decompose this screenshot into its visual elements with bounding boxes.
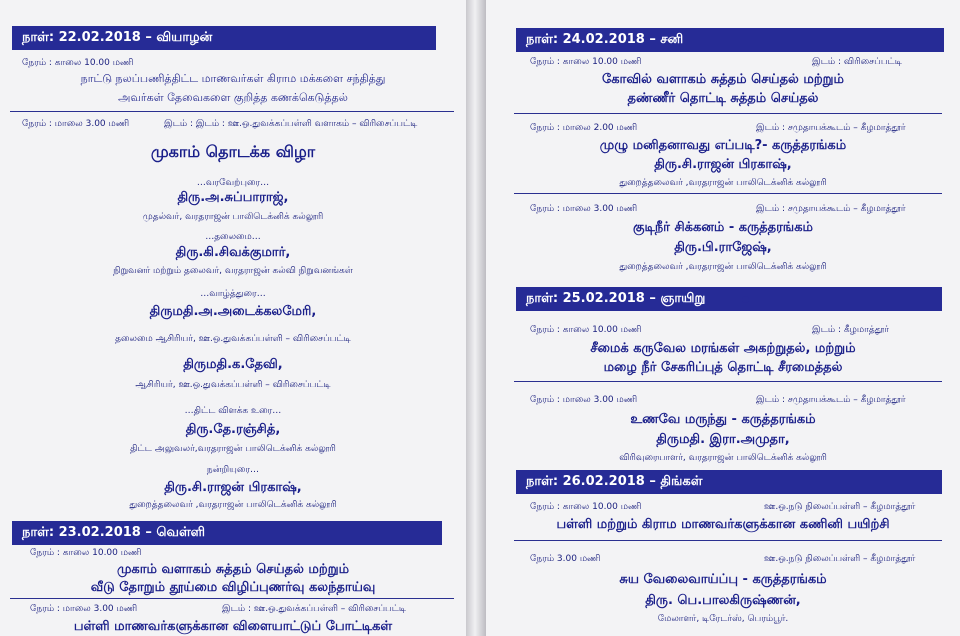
activity-line: மழை நீர் சேகரிப்புத் தொட்டி சீரமைத்தல்: [603, 360, 843, 375]
venue: இடம் : விரிசைப்பட்டி: [812, 57, 902, 67]
role-label: …தலைமை…: [205, 232, 261, 242]
divider: [514, 540, 942, 541]
speaker-name: திருமதி. இரா.அமுதா,: [656, 432, 790, 447]
speaker-name: திருமதி.க.தேவி,: [183, 357, 283, 372]
divider: [514, 113, 942, 114]
role-label: …வரவேற்புரை…: [196, 178, 270, 188]
time-morning: நேரம் : காலை 10.00 மணி: [530, 502, 642, 512]
speaker-name: திரு. பெ.பாலகிருஷ்ணன்,: [645, 593, 801, 608]
talk-title: குடிநீர் சிக்கனம் - கருத்தரங்கம்: [633, 220, 813, 235]
activity-line: முகாம் வளாகம் சுத்தம் செய்தல் மற்றும்: [116, 562, 350, 577]
speaker-name: திருமதி.அ.அடைக்கலமேரி,: [149, 304, 317, 319]
time-morning: நேரம் : காலை 10.00 மணி: [30, 548, 142, 558]
talk-title: சுய வேலைவாய்ப்பு - கருத்தரங்கம்: [619, 572, 827, 587]
divider: [514, 381, 942, 382]
activity-line: வீடு தோறும் தூய்மை விழிப்புணர்வு கலந்தாய்வு: [90, 580, 376, 595]
day-header-23-02: நாள்: 23.02.2018 – வெள்ளி: [12, 521, 442, 545]
page-fold: [466, 0, 486, 636]
speaker-name: திரு.அ.சுப்பாராஜ்,: [177, 190, 289, 205]
venue: இடம் : சமுதாயக்கூடம் – கீழமாத்தூர்: [756, 204, 906, 214]
venue: இடம் : கீழமாத்தூர்: [812, 325, 889, 335]
role-label: நன்றியுரை…: [206, 465, 260, 475]
day-header-25-02: நாள்: 25.02.2018 – ஞாயிறு: [516, 287, 942, 311]
activity-line: பள்ளி மற்றும் கிராம மாணவர்களுக்கான கணினி பயிற்சி: [556, 517, 890, 532]
time-morning: நேரம் : காலை 10.00 மணி: [530, 57, 642, 67]
day-header-22-02: நாள்: 22.02.2018 – வியாழன்: [12, 26, 436, 50]
day-header-24-02: நாள்: 24.02.2018 – சனி: [516, 28, 944, 52]
role-label: …திட்ட விளக்க உரை…: [184, 406, 282, 416]
talk-title: உணவே மருந்து - கருத்தரங்கம்: [630, 412, 816, 427]
venue: இடம் : சமுதாயக்கூடம் – கீழமாத்தூர்: [756, 395, 906, 405]
day-header-26-02: நாள்: 26.02.2018 – திங்கள்: [516, 470, 942, 494]
activity-line: தண்ணீர் தொட்டி சுத்தம் செய்தல்: [627, 91, 819, 106]
activity-line: நாட்டு நலப்பணித்திட்ட மாணவர்கள் கிராம மக்களை சந்தித்து: [80, 72, 386, 85]
venue: இடம் : இடம் : ஊ.ஒ.துவக்கப்பள்ளி வளாகம் – விரிசைப்பட்டி: [164, 119, 418, 129]
speaker-name: திரு.சி.ராஜன் பிரகாஷ்,: [164, 480, 302, 495]
event-title: முகாம் தொடக்க விழா: [150, 142, 316, 161]
activity-line: பள்ளி மாணவர்களுக்கான விளையாட்டுப் போட்டிகள்: [73, 619, 393, 634]
venue: ஊ.ஒ.நடு நிலைப்பள்ளி – கீழமாத்தூர்: [764, 554, 916, 564]
time-evening: நேரம் 3.00 மணி: [530, 554, 601, 564]
activity-line: கோவில் வளாகம் சுத்தம் செய்தல் மற்றும்: [602, 72, 844, 87]
divider: [10, 598, 454, 599]
venue: இடம் : ஊ.ஒ.துவக்கப்பள்ளி – விரிசைப்பட்டி: [222, 604, 407, 614]
time-evening: நேரம் : மாலை 3.00 மணி: [530, 204, 638, 214]
speaker-role: ஆசிரியர், ஊ.ஒ.துவக்கப்பள்ளி – விரிசைப்பட்டி: [135, 380, 331, 390]
speaker-name: திரு.சி.ராஜன் பிரகாஷ்,: [654, 157, 792, 172]
venue: இடம் : சமுதாயக்கூடம் – கீழமாத்தூர்: [756, 123, 906, 133]
time-evening: நேரம் : மாலை 3.00 மணி: [530, 395, 638, 405]
speaker-role: விரிவுரையாளர், வரதராஜன் பாலிடெக்னிக் கல்லூரி: [619, 453, 827, 463]
time-morning: நேரம் : காலை 10.00 மணி: [530, 325, 642, 335]
speaker-name: திரு.தே.ரஞ்சித்,: [185, 422, 281, 437]
divider: [514, 193, 942, 194]
activity-line: சீமைக் கருவேல மரங்கள் அகற்றுதல், மற்றும்: [590, 341, 856, 356]
speaker-name: திரு.பி.ராஜேஷ்,: [674, 240, 772, 255]
time-morning: நேரம் : காலை 10.00 மணி: [22, 58, 134, 68]
speaker-role: தலைமை ஆசிரியர், ஊ.ஒ.துவக்கப்பள்ளி – விரிசைப்பட்டி: [115, 334, 351, 344]
punch-hole-icon: [742, 296, 749, 303]
left-page: [0, 0, 466, 636]
venue: ஊ.ஒ.நடு நிலைப்பள்ளி – கீழமாத்தூர்: [764, 502, 916, 512]
time-evening: நேரம் : மாலை 3.00 மணி: [30, 604, 138, 614]
right-page: [486, 0, 960, 636]
divider: [10, 111, 454, 112]
time-evening: நேரம் : மாலை 2.00 மணி: [530, 123, 638, 133]
speaker-role: துறைத்தலைவர் ,வரதராஜன் பாலிடெக்னிக் கல்லூரி: [619, 262, 827, 272]
speaker-role: முதல்வர், வரதராஜன் பாலிடெக்னிக் கல்லூரி: [142, 212, 324, 222]
time-evening: நேரம் : மாலை 3.00 மணி: [22, 119, 130, 129]
activity-line: அவர்கள் தேவைகளை குறித்த கணக்கெடுத்தல்: [118, 91, 348, 104]
speaker-role: துறைத்தலைவர் ,வரதராஜன் பாலிடெக்னிக் கல்லூரி: [619, 178, 827, 188]
speaker-role: நிறுவனர் மற்றும் தலைவர், வரதராஜன் கல்வி நிறுவனங்கள்: [113, 266, 353, 276]
talk-title: முழு மனிதனாவது எப்படி?- கருத்தரங்கம்: [599, 138, 847, 153]
role-label: …வாழ்த்துரை…: [200, 289, 266, 299]
speaker-role: மேலாளர், டிரேடர்ஸ், பெரம்பூர்.: [657, 614, 789, 624]
speaker-name: திரு.கி.சிவக்குமார்,: [175, 245, 291, 260]
speaker-role: திட்ட அலுவலர்,வரதராஜன் பாலிடெக்னிக் கல்லூரி: [130, 444, 336, 454]
speaker-role: துறைத்தலைவர் ,வரதராஜன் பாலிடெக்னிக் கல்லூரி: [129, 500, 337, 510]
